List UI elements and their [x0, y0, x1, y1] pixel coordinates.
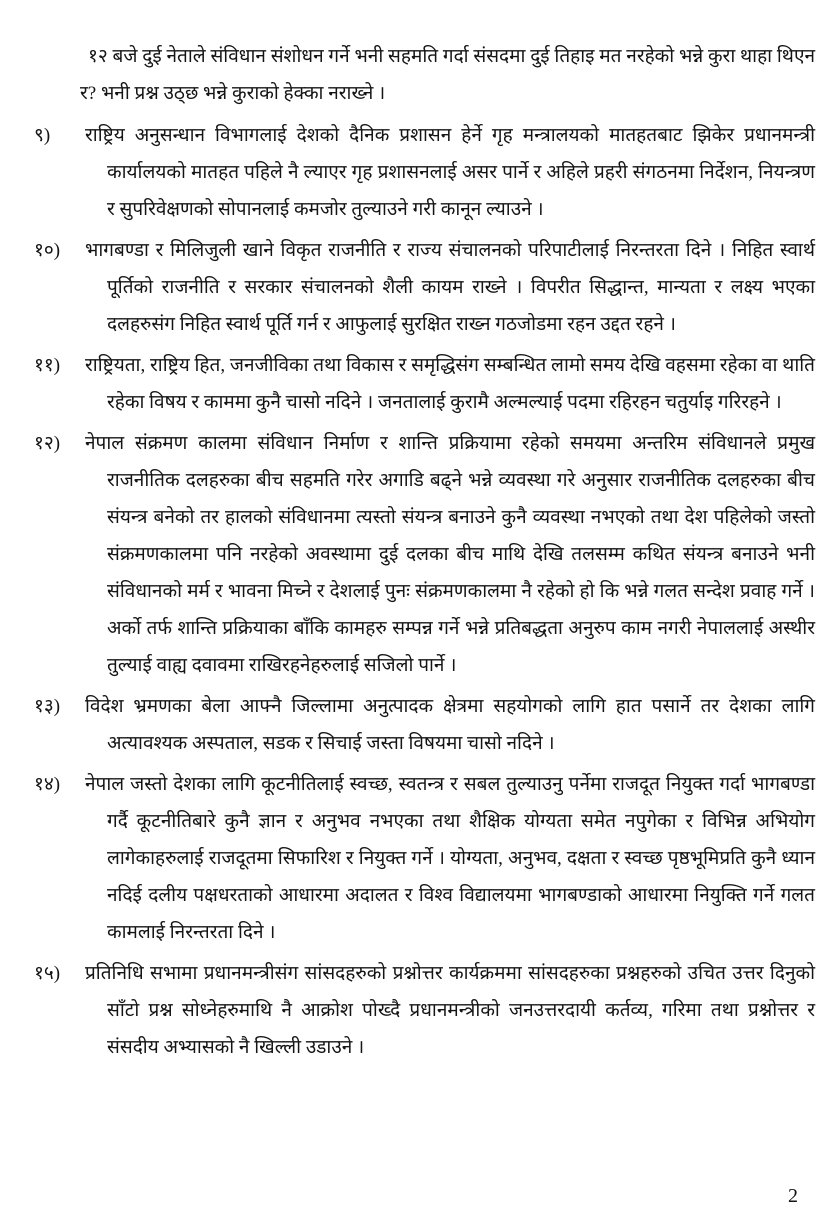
item-number: १३): [34, 696, 61, 717]
list-item: [0, 688, 840, 762]
item-number: १०): [34, 240, 61, 261]
item-text: राष्ट्रिय अनुसन्धान विभागलाई देशको दैनिक प्रशासन हेर्ने गृह मन्त्रालयको मातहतबाट झिकेर प्रधानमन्त्री कार्यालयको मातहत पहिले नै ल्याएर गृह प्रशासनलाई असर पार्ने र अहिले प्रहरी संगठनमा निर्देशन, नियन्त्रण र सुपरिवेक्षणको सोपानलाई कमजोर तुल्याउने गरी कानून ल्याउने ।: [85, 125, 815, 220]
item-text: राष्ट्रियता, राष्ट्रिय हित, जनजीविका तथा विकास र समृद्धिसंग सम्बन्धित लामो समय देखि वहसमा रहेका वा थाति रहेका विषय र काममा कुनै चासो नदिने । जनतालाई कुरामै अल्मल्याई पदमा रहिरहन चतुर्याइ गरिरहने ।: [85, 355, 815, 413]
list-item: [0, 425, 840, 684]
intro-paragraph: १२ बजे दुई नेताले संविधान संशोधन गर्ने भनी सहमति गर्दा संसदमा दुई तिहाइ मत नरहेको भन्ने कुरा थाहा थिएन र? भनी प्रश्न उठ्छ भन्ने कुराको हेक्का नराख्ने ।: [80, 46, 815, 104]
list-item: [0, 232, 840, 343]
item-number: ९): [34, 125, 51, 146]
item-text: प्रतिनिधि सभामा प्रधानमन्त्रीसंग सांसदहरुको प्रश्नोत्तर कार्यक्रममा सांसदहरुका प्रश्नहरुको उचित उत्तर दिनुको साँटो प्रश्न सोध्नेहरुमाथि नै आक्रोश पोख्दै प्रधानमन्त्रीको जनउत्तरदायी कर्तव्य, गरिमा तथा प्रश्नोत्तर र संसदीय अभ्यासको नै खिल्ली उडाउने ।: [85, 963, 815, 1058]
item-number: १४): [34, 774, 61, 795]
list-item: [0, 955, 840, 1066]
list-item: [0, 766, 840, 951]
item-text: नेपाल संक्रमण कालमा संविधान निर्माण र शान्ति प्रक्रियामा रहेको समयमा अन्तरिम संविधानले प्रमुख राजनीतिक दलहरुका बीच सहमति गरेर अगाडि बढ्ने भन्ने व्यवस्था गरे अनुसार राजनीतिक दलहरुका बीच संयन्त्र बनेको तर हालको संविधानमा त्यस्तो संयन्त्र बनाउने कुनै व्यवस्था नभएको तथा देश पहिलेको जस्तो संक्रमणकालमा पनि नरहेको अवस्थामा दुई दलका बीच माथि देखि तलसम्म कथित संयन्त्र बनाउने भनी संविधानको मर्म र भावना मिच्ने र देशलाई पुनः संक्रमणकालमा नै रहेको हो कि भन्ने गलत सन्देश प्रवाह गर्ने । अर्को तर्फ शान्ति प्रक्रियाका बाँकि कामहरु सम्पन्न गर्ने भन्ने प्रतिबद्धता अनुरुप काम नगरी नेपाललाई अस्थीर तुल्याई वाह्य दवावमा राखिरहनेहरुलाई सजिलो पार्ने ।: [85, 433, 815, 676]
item-number: १५): [34, 963, 61, 984]
item-text: विदेश भ्रमणका बेला आफ्नै जिल्लामा अनुत्पादक क्षेत्रमा सहयोगको लागि हात पसार्ने तर देशका लागि अत्यावश्यक अस्पताल, सडक र सिचाई जस्ता विषयमा चासो नदिने ।: [85, 696, 815, 754]
item-text: नेपाल जस्तो देशका लागि कूटनीतिलाई स्वच्छ, स्वतन्त्र र सबल तुल्याउनु पर्नेमा राजदूत नियुक्त गर्दा भागबण्डा गर्दै कूटनीतिबारे कुनै ज्ञान र अनुभव नभएका तथा शैक्षिक योग्यता समेत नपुगेका र विभिन्न अभियोग लागेकाहरुलाई राजदूतमा सिफारिश र नियुक्त गर्ने । योग्यता, अनुभव, दक्षता र स्वच्छ पृष्ठभूमिप्रति कुनै ध्यान नदिई दलीय पक्षधरताको आधारमा अदालत र विश्व विद्यालयमा भागबण्डाको आधारमा नियुक्ति गर्ने गलत कामलाई निरन्तरता दिने ।: [85, 774, 815, 943]
page-number: 2: [788, 1185, 798, 1207]
item-text: भागबण्डा र मिलिजुली खाने विकृत राजनीति र राज्य संचालनको परिपाटीलाई निरन्तरता दिने । निहित स्वार्थ पूर्तिको राजनीति र सरकार संचालनको शैली कायम राख्ने । विपरीत सिद्धान्त, मान्यता र लक्ष्य भएका दलहरुसंग निहित स्वार्थ पूर्ति गर्न र आफुलाई सुरक्षित राख्न गठजोडमा रहन उद्दत रहने ।: [85, 240, 815, 335]
item-number: १२): [34, 433, 61, 454]
item-number: ११): [34, 355, 61, 376]
list-item: [0, 117, 840, 228]
list-item: [0, 347, 840, 421]
